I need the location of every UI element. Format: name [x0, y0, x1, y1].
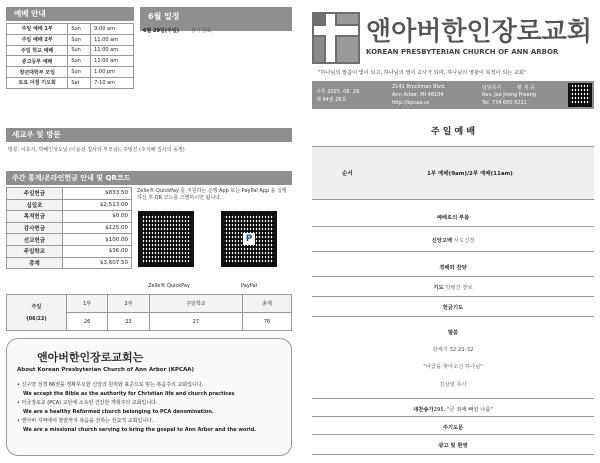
schedule-day: Sun: [68, 24, 91, 35]
paypal-qr-code: [221, 211, 277, 267]
attendance-value: 27: [149, 313, 242, 331]
schedule-row: [7, 45, 134, 56]
worship-item-lords-prayer: 주기도문: [442, 425, 464, 431]
event-name: 정기 당회: [190, 28, 212, 34]
order-label: 순서: [342, 171, 353, 177]
worship-title: 주 일 예 배: [430, 127, 476, 137]
offering-row: [7, 245, 132, 257]
schedule-day: Sun: [68, 56, 91, 67]
offering-amount: $2,513.00: [62, 199, 131, 211]
schedule-row: [7, 34, 134, 45]
offering-amount: $100.00: [62, 234, 131, 246]
offering-amount: $3,607.50: [62, 257, 131, 269]
schedule-name: 주일 학교 예배: [7, 45, 68, 56]
pastor-name-en: Rev. Jae Joong Hwang: [482, 92, 537, 98]
church-website[interactable]: http://kpcaa.us: [392, 100, 430, 106]
cross-logo-icon: [312, 12, 360, 64]
info-bar: [312, 81, 594, 109]
sermon-label: 말씀: [447, 330, 459, 336]
offering-table: [6, 187, 132, 269]
about-item-ko: • 앤아버 지역에서 땅끝까지 복음을 전하는 선교적 교회입니다.: [17, 418, 154, 424]
worship-item-prayer: 기도 박병건 장로: [433, 285, 473, 291]
pastor-name: 황 재 중: [517, 85, 535, 91]
offering-row: [7, 234, 132, 246]
schedule-name: 청년대학부 모임: [7, 67, 68, 78]
offering-label: 십일조: [7, 199, 63, 211]
attendance-value: 76: [243, 313, 292, 331]
zelle-qr-code: [138, 211, 194, 267]
sermon-title: "야곱을 찾아오신 하나님": [423, 364, 483, 370]
attendance-value: 26: [67, 313, 108, 331]
offering-amount: $36.00: [62, 245, 131, 257]
service-label: 1부 예배(9am)/2부 예배(11am): [427, 171, 513, 177]
event-date: 6월 29일(주일): [143, 28, 180, 34]
attendance-date: (06/22): [26, 316, 47, 322]
schedule-row: [7, 24, 134, 35]
offering-label: 주일학교: [7, 245, 63, 257]
paypal-icon: P: [243, 233, 255, 245]
church-phone: Tel. 734 680 5221: [482, 100, 527, 106]
schedule-day: Sun: [68, 45, 91, 56]
schedule-name: 토요 아침 기도회: [7, 77, 68, 88]
schedule-name: 중고등부 예배: [7, 56, 68, 67]
attendance-header: 2부: [108, 295, 149, 313]
monthly-header: 6월 일정: [140, 7, 292, 31]
zelle-qr-label: Zelle® QuickPay: [148, 283, 190, 289]
church-qr-code: [568, 83, 592, 107]
attendance-table: [6, 294, 292, 331]
church-address: 2141 Brockman Blvd.: [392, 84, 446, 90]
offering-row: [7, 257, 132, 269]
worship-item-offering-prayer: 헌금기도: [442, 305, 464, 311]
schedule-row: [7, 56, 134, 67]
about-item-en: We are a missional church serving to bring the gospel to Ann Arbor and the world.: [23, 427, 257, 433]
sermon-preacher: 김삼열 목사: [439, 382, 467, 388]
schedule-time: 11:00 am: [91, 34, 134, 45]
attendance-header: 주일학교: [149, 295, 242, 313]
schedule-day: Sun: [68, 67, 91, 78]
pastor-title: 담임목사: [482, 85, 502, 91]
schedule-header: 예배 안내: [6, 7, 134, 21]
about-title: 앤아버한인장로교회는: [37, 351, 144, 364]
sermon-scripture: 창세기 32:21-32: [432, 347, 474, 353]
attendance-label: 주일: [31, 304, 42, 310]
offering-label: 주일헌금: [7, 188, 63, 200]
offering-row: [7, 222, 132, 234]
offering-row: [7, 211, 132, 223]
offering-row: [7, 188, 132, 200]
schedule-time: 9:00 am: [91, 24, 134, 35]
newcomers-text: 방문: 이효식, 박혜인성도님 (이윤선 집사의 부모님), 주범진 (주지혜 집사의 동생): [8, 147, 185, 153]
attendance-header: 총계: [243, 295, 292, 313]
worship-item-creed: 신앙고백 사도신경: [431, 238, 475, 244]
schedule-time: 1:00 pm: [91, 67, 134, 78]
schedule-time: 7-10 am: [91, 77, 134, 88]
paypal-qr-label: PayPal: [241, 283, 258, 289]
attendance-header: 1부: [67, 295, 108, 313]
offering-label: 감사헌금: [7, 222, 63, 234]
schedule-day: Sat: [68, 77, 91, 88]
offering-row: [7, 199, 132, 211]
worship-item-praise: 경배와 찬양: [439, 265, 467, 271]
church-logo: [312, 12, 360, 64]
offering-amount: $833.50: [62, 188, 131, 200]
newcomers-header: 새교우 및 방문: [6, 128, 292, 142]
worship-item-call: 예배로의 부름: [436, 215, 470, 221]
schedule-row: [7, 67, 134, 78]
offering-label: 총계: [7, 257, 63, 269]
schedule-day: Sun: [68, 34, 91, 45]
church-name-en: KOREAN PRESBYTERIAN CHURCH OF ANN ARBOR: [366, 48, 559, 56]
church-motto: "하나님의 말씀이 빛이 되고, 하나님의 영이 교사가 되며, 하나님의 영광이 목적이 되는 교회": [318, 70, 527, 76]
attendance-value: 23: [108, 313, 149, 331]
monthly-event: [143, 27, 212, 34]
online-giving-text: Zelle® QuickPay 를 지원하는 은행 App 또는 PayPal App 을 실행하신 후 QR 코드를 스캔하시면 됩니다.: [137, 188, 287, 201]
offering-label: 선교헌금: [7, 234, 63, 246]
stats-header: 주간 통계/온라인헌금 안내 및 QR코드: [6, 171, 292, 185]
about-box: [6, 338, 292, 456]
bulletin-date: 주후 2025. 06. 29.: [316, 89, 361, 95]
about-item-ko: • 미국장로교 (PCA) 교단에 소속된 건강한 개혁주의 교회입니다.: [17, 400, 158, 406]
about-item-ko: • 신구약 성경 66권을 정확무오한 신앙의 원리와 표준으로 믿는 복음주의 교회입니다.: [17, 382, 204, 388]
bulletin-issue: 제 44권 26호: [316, 97, 347, 103]
worship-item-announcements: 광고 및 환영: [438, 443, 468, 449]
schedule-time: 11:00 am: [91, 56, 134, 67]
church-address: Ann Arbor, MI 48104: [392, 92, 444, 98]
offering-label: 목적헌금: [7, 211, 63, 223]
offering-amount: $0.00: [62, 211, 131, 223]
schedule-name: 주일 예배 1부: [7, 24, 68, 35]
worship-item-hymn: 새찬송가295, "큰 죄에 빠진 나를": [413, 407, 493, 413]
about-item-en: We are a healthy Reformed church belonging to PCA denomination.: [23, 409, 214, 415]
schedule-table: [6, 23, 134, 89]
schedule-time: 11:00 am: [91, 45, 134, 56]
about-item-en: We accept the Bible as the authority for Christian life and church practices: [23, 391, 235, 397]
schedule-name: 주일 예배 2부: [7, 34, 68, 45]
offering-amount: $125.00: [62, 222, 131, 234]
about-subtitle: About Korean Presbyterian Church of Ann Arbor (KPCAA): [17, 367, 195, 373]
order-header-row: [312, 147, 594, 199]
schedule-row: [7, 77, 134, 88]
church-name-ko: 앤아버한인장로교회: [366, 17, 593, 47]
